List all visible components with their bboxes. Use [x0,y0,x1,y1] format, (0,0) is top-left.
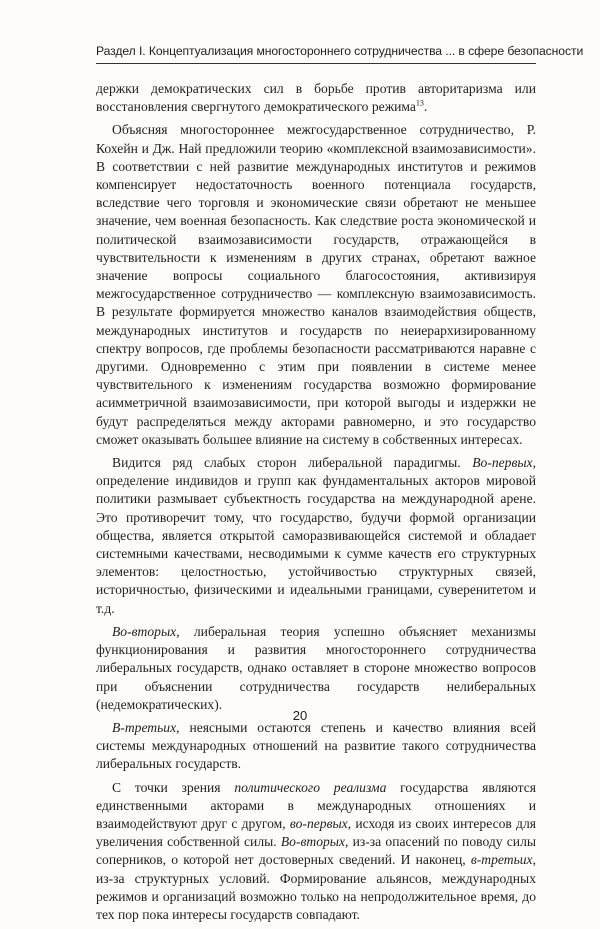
text-run: , определение индивидов и групп как фундаментальных акторов мировой политики размывает субъектность государства на международной арене. Это противоречит тому, что государство, будучи формой организации общества, является открытой саморазвивающейся системой и обладает системными качествами, несводимыми к сумме качеств его структурных элементов: целостностью, устойчивостью структурных связей, историчностью, физическими и идеальными границами, суверенитетом и т.д. [96,455,536,616]
running-header [96,44,584,64]
footnote-ref: 13 [415,98,424,108]
paragraph [96,80,536,116]
paragraph [96,719,536,774]
emphasis-text: Во-вторых [112,623,177,639]
text-run: Объясняя многостороннее межгосударственное сотрудничество, Р. Кохейн и Дж. Най предложили теорию «комплексной взаимозависимости». В соответствии с ней развитие международных институтов и режимов компенсирует недостаточность военного потенциала государств, вследствие чего торговля и экономические связи обретают не меньшее значение, чем военная безопасность. Как следствие роста экономической и политической взаимозависимости государств, отражающейся в чувствительности к изменениям в других странах, обретают важное значение вопросы социального благосостояния, активизируя межгосударственное сотрудничество — комплексную взаимозависимость. В результате формируется множество каналов взаимодействия обществ, международных институтов и государств по неиерархизированному спектру вопросов, где проблемы безопасности рассматриваются наравне с другими. Одновременно с этим при появлении в системе менее чувствительного к изменениям государства возможно формирование асимметричной взаимозависимости, при которой выгоды и издержки не будут распределяться между акторами равномерно, и это государство сможет оказывать большее влияние на систему в собственных интересах. [96,122,536,447]
text-run: , из-за структурных условий. Формирование альянсов, международных режимов и организаций возможно только на непродолжительное время, до тех пор пока интересы государств совпадают. [96,852,536,922]
text-run: государства являются единственными акторами в международных отношениях и взаимодействуют друг с другом, [96,779,537,831]
paragraph [96,623,536,714]
emphasis-text: Во-вторых [280,834,346,850]
body-text [96,80,536,929]
running-header-text: Раздел I. Концептуализация многостороннего сотрудничества ... в сфере безопасности [96,44,584,58]
emphasis-text: политического реализма [234,779,387,795]
emphasis-text: во-первых [289,815,348,831]
emphasis-text: В-третьих [112,719,177,735]
paragraph [96,779,536,925]
text-run: , неясными остаются степень и качество влияния всей системы международных отношений на развитие такого сотрудничества либеральных государств. [96,719,536,772]
paragraph [96,121,536,449]
text-run: , либеральная теория успешно объясняет механизмы функционирования и развития многостороннего сотрудничества либеральных государств, однако оставляет в стороне множество вопросов при объяснении сотрудничества государств нелиберальных (недемократических). [96,623,536,712]
paragraph [96,454,536,618]
text-run: . [423,99,428,115]
emphasis-text: Во-первых [472,455,533,471]
emphasis-text: в-третьих [470,852,533,868]
page-footer [0,708,600,723]
text-run: , из-за опасений по поводу силы соперников, о которой нет достоверных сведений. И наконец, [96,834,536,868]
text-run: Видится ряд слабых сторон либеральной парадигмы. [112,455,473,471]
text-run: держки демократических сил в борьбе против авторитаризма или восстановления свергнутого демократического режима [96,81,536,115]
page-number: 20 [292,708,308,723]
text-run: , исходя из своих интересов для увеличения собственной силы. [96,815,536,850]
text-run: С точки зрения [112,779,235,795]
